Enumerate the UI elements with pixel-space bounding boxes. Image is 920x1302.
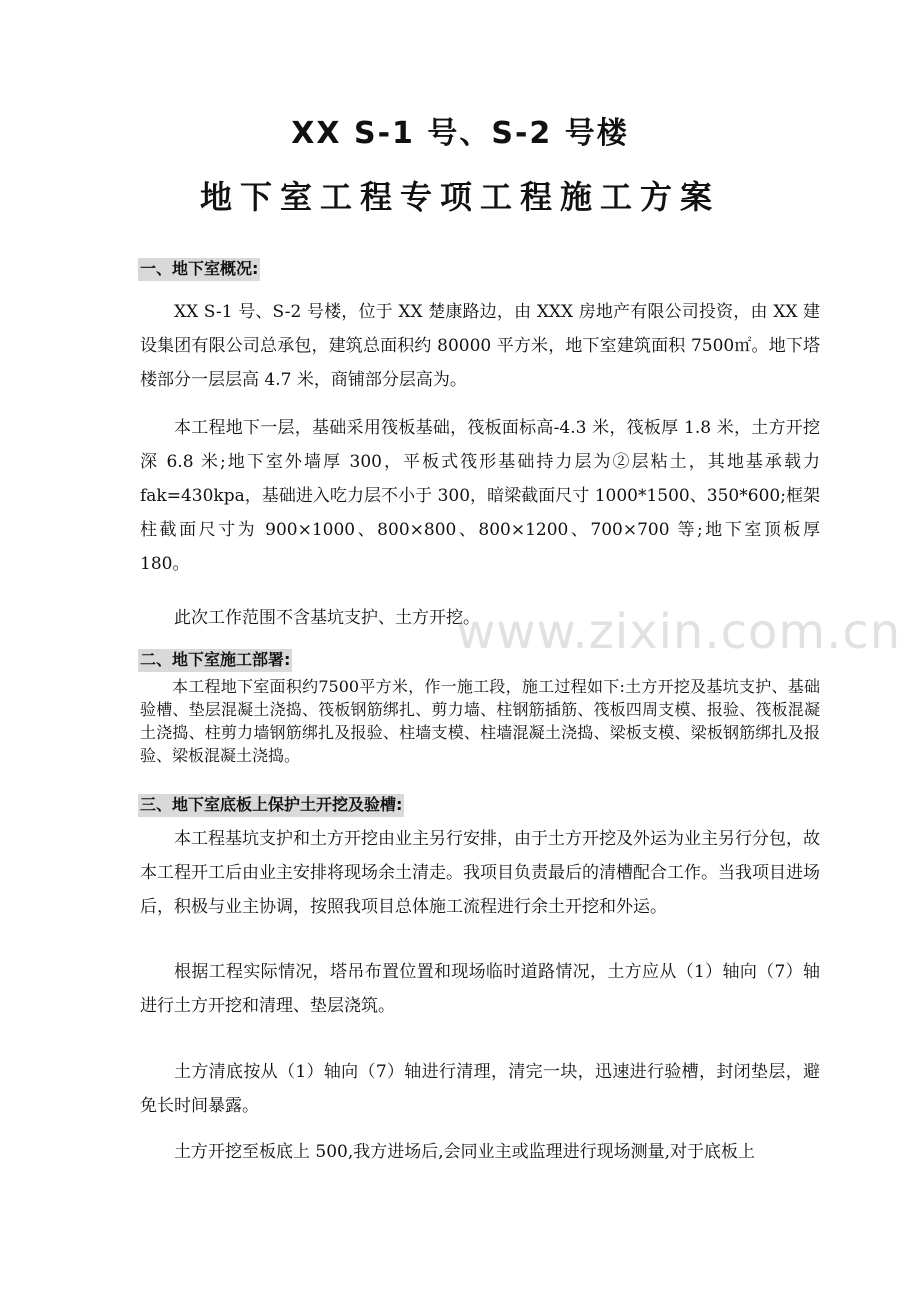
paragraph-overview-2: 本工程地下一层，基础采用筏板基础，筏板面标高-4.3 米，筏板厚 1.8 米，土方开挖深 6.8 米;地下室外墙厚 300，平板式筏形基础持力层为②层粘土，其地基承载力 fak=430kpa，基础进入吃力层不小于 300，暗梁截面尺寸 1000*1500、350*600;框架柱截面尺寸为 900×1000、800×800、800×1200、700×700 等;地下室顶板厚 180。 — [140, 418, 820, 574]
section-heading-excavation: 三、地下室底板上保护土开挖及验槽: — [138, 794, 404, 817]
document-title-line1: XX S-1 号、S-2 号楼 — [291, 116, 629, 151]
paragraph-deployment-1: 本工程地下室面积约7500平方米，作一施工段，施工过程如下:土方开挖及基坑支护、基础验槽、垫层混凝土浇捣、筏板钢筋绑扎、剪力墙、柱钢筋插筋、筏板四周支模、报验、筏板混凝土浇捣、柱剪力墙钢筋绑扎及报验、柱墙支模、柱墙混凝土浇捣、梁板支模、梁板钢筋绑扎及报验、梁板混凝土浇捣。 — [140, 677, 820, 765]
watermark: www.zixin.com.cn — [456, 604, 902, 660]
paragraph-excavation-4: 土方开挖至板底上 500,我方进场后,会同业主或监理进行现场测量,对于底板上 — [174, 1142, 756, 1162]
section-heading-deployment: 二、地下室施工部署: — [138, 649, 292, 672]
paragraph-excavation-1: 本工程基坑支护和土方开挖由业主另行安排，由于土方开挖及外运为业主另行分包，故本工程开工后由业主安排将现场余土清走。我项目负责最后的清槽配合工作。当我项目进场后，积极与业主协调，按照我项目总体施工流程进行余土开挖和外运。 — [140, 829, 820, 917]
section-heading-overview: 一、地下室概况: — [138, 258, 260, 281]
paragraph-excavation-3: 土方清底按从（1）轴向（7）轴进行清理，清完一块，迅速进行验槽，封闭垫层，避免长时间暴露。 — [140, 1062, 820, 1116]
paragraph-overview-3: 此次工作范围不含基坑支护、土方开挖。 — [174, 608, 480, 628]
document-title-line2: 地下室工程专项工程施工方案 — [199, 178, 720, 216]
paragraph-overview-1: XX S-1 号、S-2 号楼，位于 XX 楚康路边，由 XXX 房地产有限公司投资，由 XX 建设集团有限公司总承包，建筑总面积约 80000 平方米，地下室建筑面积 7500㎡。地下塔楼部分一层层高 4.7 米，商铺部分层高为。 — [140, 302, 820, 390]
paragraph-excavation-2: 根据工程实际情况，塔吊布置位置和现场临时道路情况，土方应从（1）轴向（7）轴进行土方开挖和清理、垫层浇筑。 — [140, 962, 820, 1016]
